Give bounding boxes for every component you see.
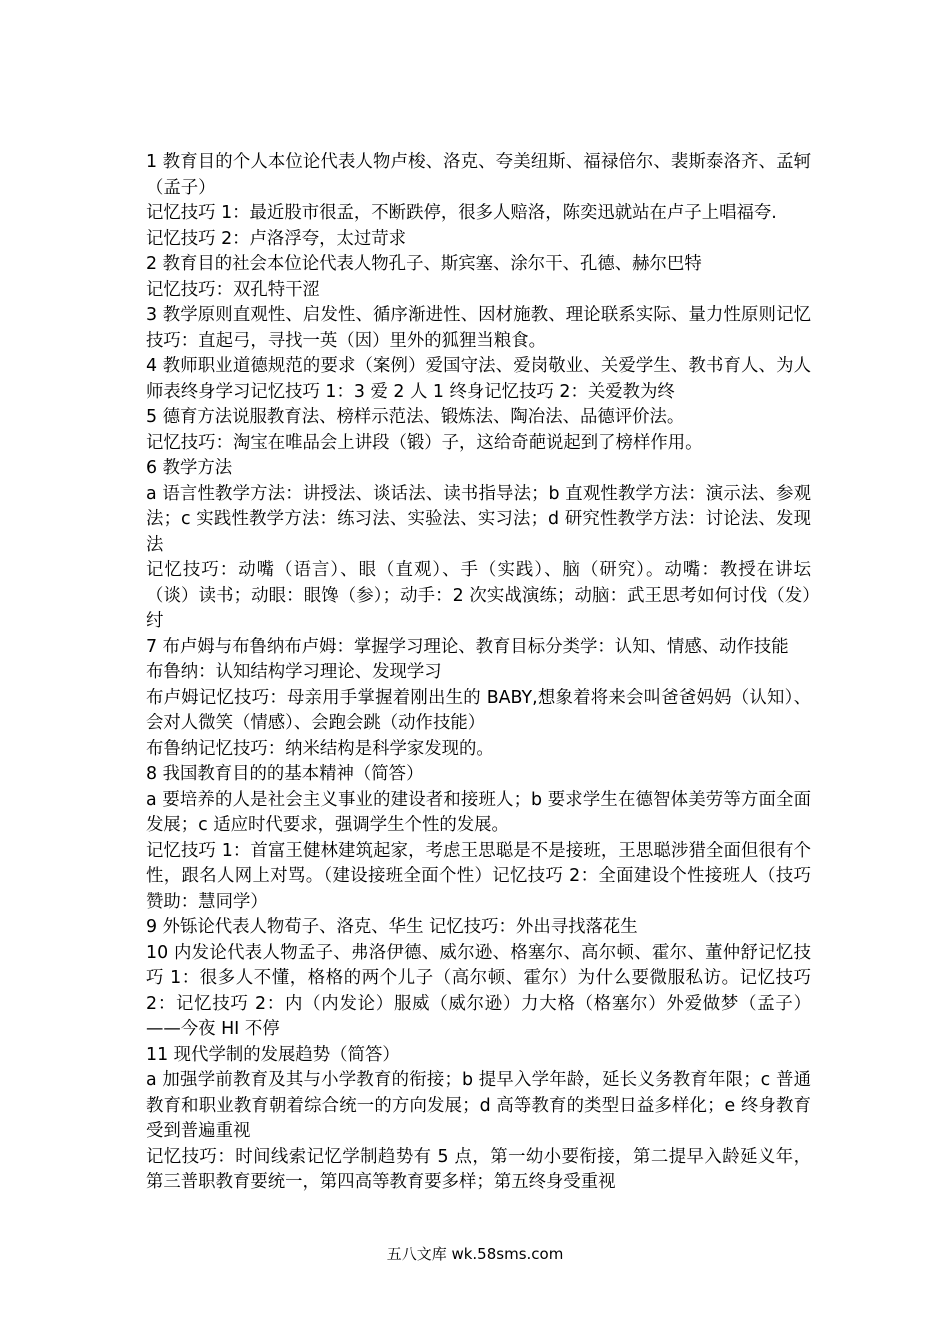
paragraph-11: a 语言性教学方法：讲授法、谈话法、读书指导法；b 直观性教学方法：演示法、参观法；c 实践性教学方法：练习法、实验法、实习法；d 研究性教学方法：讨论法、发现法 — [146, 483, 811, 555]
paragraph-4: 2 教育目的社会本位论代表人物孔子、斯宾塞、涂尔干、孔德、赫尔巴特 — [146, 254, 702, 274]
paragraph-2: 记忆技巧 1：最近股市很孟，不断跌停，很多人赔洛，陈奕迅就站在卢子上唱福夸. — [146, 203, 777, 223]
paragraph-19: 记忆技巧 1：首富王健林建筑起家，考虑王思聪是不是接班，王思聪涉猎全面但很有个性，跟名人网上对骂。（建设接班全面个性）记忆技巧 2：全面建设个性接班人（技巧赞助：慧同学） — [146, 840, 811, 912]
paragraph-13: 7 布卢姆与布鲁纳布卢姆：掌握学习理论、教育目标分类学：认知、情感、动作技能 — [146, 636, 789, 657]
page-footer: 五八文库 wk.58sms.com — [386, 1245, 564, 1263]
document-body — [146, 150, 811, 1196]
paragraph-5: 记忆技巧：双孔特干涩 — [146, 279, 320, 300]
paragraph-18: a 要培养的人是社会主义事业的建设者和接班人；b 要求学生在德智体美劳等方面全面发展；c 适应时代要求，强调学生个性的发展。 — [146, 789, 811, 835]
paragraph-1: 1 教育目的个人本位论代表人物卢梭、洛克、夸美纽斯、福禄倍尔、裴斯泰洛齐、孟轲（孟子） — [146, 152, 811, 198]
paragraph-14: 布鲁纳：认知结构学习理论、发现学习 — [146, 662, 442, 682]
paragraph-9: 记忆技巧：淘宝在唯品会上讲段（锻）子，这给奇葩说起到了榜样作用。 — [146, 432, 703, 453]
paragraph-7: 4 教师职业道德规范的要求（案例）爱国守法、爱岗敬业、关爱学生、教书育人、为人师表终身学习记忆技巧 1：3 爱 2 人 1 终身记忆技巧 2：关爱教为终 — [146, 356, 811, 402]
paragraph-6: 3 教学原则直观性、启发性、循序渐进性、因材施教、理论联系实际、量力性原则记忆技巧：直起弓，寻找一英（因）里外的狐狸当粮食。 — [146, 305, 811, 351]
paragraph-21: 10 内发论代表人物孟子、弗洛伊德、威尔逊、格塞尔、高尔顿、霍尔、董仲舒记忆技巧 1：很多人不懂，格格的两个儿子（高尔顿、霍尔）为什么要微服私访。记忆技巧 2：记忆技巧 2：内（内发论）服威（威尔逊）力大格（格塞尔）外爱做梦（孟子）——今夜 HI 不停 — [146, 942, 811, 1039]
paragraph-22: 11 现代学制的发展趋势（简答） — [146, 1044, 400, 1065]
paragraph-23: a 加强学前教育及其与小学教育的衔接；b 提早入学年龄，延长义务教育年限；c 普通教育和职业教育朝着综合统一的方向发展；d 高等教育的类型日益多样化；e 终身教育受到普遍重视 — [146, 1070, 811, 1141]
paragraph-17: 8 我国教育目的的基本精神（简答） — [146, 764, 424, 784]
paragraph-15: 布卢姆记忆技巧：母亲用手掌握着刚出生的 BABY,想象着将来会叫爸爸妈妈（认知）、会对人微笑（情感）、会跑会跳（动作技能） — [146, 687, 811, 733]
paragraph-8: 5 德育方法说服教育法、榜样示范法、锻炼法、陶冶法、品德评价法。 — [146, 407, 685, 427]
paragraph-12: 记忆技巧：动嘴（语言）、眼（直观）、手（实践）、脑（研究）。动嘴：教授在讲坛（谈）读书；动眼：眼馋（参）；动手：2 次实战演练；动脑：武王思考如何讨伐（发）纣 — [146, 560, 811, 631]
paragraph-16: 布鲁纳记忆技巧：纳米结构是科学家发现的。 — [146, 738, 494, 759]
paragraph-24: 记忆技巧：时间线索记忆学制趋势有 5 点，第一幼小要衔接，第二提早入龄延义年，第三普职教育要统一，第四高等教育要多样；第五终身受重视 — [146, 1146, 811, 1192]
paragraph-3: 记忆技巧 2：卢洛浮夸，太过苛求 — [146, 228, 407, 249]
paragraph-10: 6 教学方法 — [146, 458, 233, 478]
paragraph-20: 9 外铄论代表人物荀子、洛克、华生 记忆技巧：外出寻找落花生 — [146, 917, 638, 937]
